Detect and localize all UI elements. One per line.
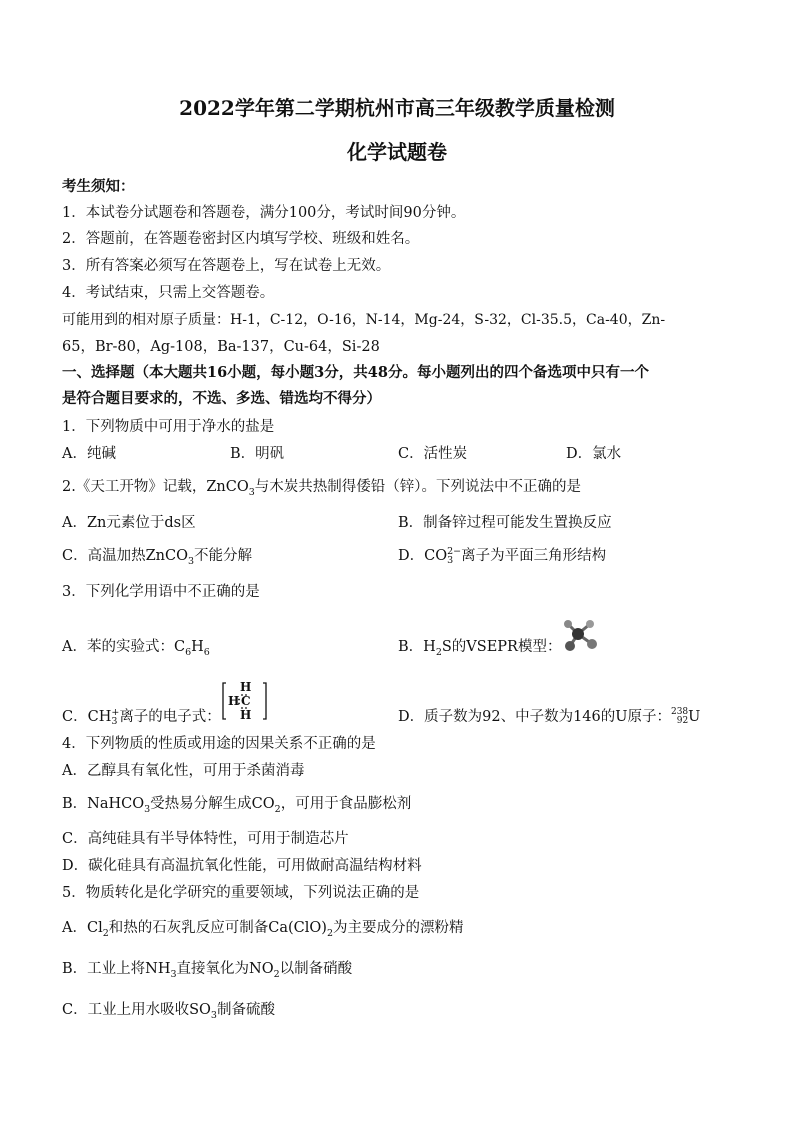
lewis-c: C <box>241 694 251 708</box>
q4-stem: 4．下列物质的性质或用途的因果关系不正确的是 <box>62 736 376 752</box>
atomic-masses-line2: 65，Br-80，Ag-108，Ba-137，Cu-64，Si-28 <box>62 339 380 355</box>
atomic-masses-line1: 可能用到的相对原子质量：H-1，C-12，O-16，N-14，Mg-24，S-32，Cl-35.5，Ca-40，Zn- <box>62 312 666 328</box>
q3-option-a: A．苯的实验式：$C_6H_6$ <box>62 639 210 658</box>
q5-option-c: C．工业上用水吸收$SO_3$制备硫酸 <box>62 1002 275 1021</box>
section1-heading-line1: 一、选择题（本大题共16小题，每小题3分，共48分。每小题列出的四个备选项中只有一个 <box>62 364 649 381</box>
q1-stem: 1．下列物质中可用于净水的盐是 <box>62 419 275 435</box>
section1-heading-line2: 是符合题目要求的，不选、多选、错选均不得分） <box>62 390 381 407</box>
q4-option-c: C．高纯硅具有半导体特性，可用于制造芯片 <box>62 831 349 847</box>
q2-stem: 2.《天工开物》记载，ZnCO$_3$与木炭共热制得倭铅（锌）。下列说法中不正确的是 <box>62 479 582 498</box>
lewis-structure <box>222 680 267 722</box>
q1-option-a: A．纯碱 <box>62 446 116 462</box>
notice-item-4: 4．考试结束，只需上交答题卷。 <box>62 285 275 301</box>
q4-option-a: A．乙醇具有氧化性，可用于杀菌消毒 <box>62 763 305 779</box>
q4-option-b: B．NaHCO$_3$受热易分解生成$CO_2$，可用于食品膨松剂 <box>62 796 412 815</box>
q5-option-a: A．$Cl_2$和热的石灰乳反应可制备$Ca(ClO)_2$为主要成分的漂粉精 <box>62 920 464 939</box>
q2-option-a: A．Zn元素位于ds区 <box>62 515 196 531</box>
lewis-h-top: H <box>240 680 252 694</box>
q2-option-d: D．CO 2− 3 离子为平面三角形结构 <box>398 546 607 566</box>
notice-item-2: 2．答题前，在答题卷密封区内填写学校、班级和姓名。 <box>62 231 420 247</box>
notice-heading: 考生须知： <box>62 178 135 195</box>
q5-stem: 5．物质转化是化学研究的重要领域，下列说法正确的是 <box>62 885 420 901</box>
notice-item-1: 1．本试卷分试题卷和答题卷，满分100分，考试时间90分钟。 <box>62 205 466 221</box>
lewis-h-left: H <box>228 694 240 708</box>
notice-item-3: 3．所有答案必须写在答题卷上，写在试卷上无效。 <box>62 258 391 274</box>
q5-option-b: B．工业上将$NH_3$直接氧化为$NO_2$以制备硝酸 <box>62 961 353 980</box>
vsepr-model-image <box>560 616 600 652</box>
page-subtitle: 化学试题卷 <box>347 140 447 164</box>
q1-option-c: C．活性炭 <box>398 446 468 462</box>
q3-option-d: D．质子数为92、中子数为146的U原子： 238 92 U <box>398 707 701 726</box>
q1-option-b: B．明矾 <box>230 446 285 462</box>
q3-stem: 3．下列化学用语中不正确的是 <box>62 584 260 600</box>
q2-option-c: C．高温加热ZnCO$_3$不能分解 <box>62 548 253 567</box>
q3-option-b: B．$H_2S$的VSEPR模型： <box>398 639 562 658</box>
q4-option-d: D．碳化硅具有高温抗氧化性能，可用做耐高温结构材料 <box>62 858 422 874</box>
q2-option-b: B．制备锌过程可能发生置换反应 <box>398 515 612 531</box>
page-title: 2022学年第二学期杭州市高三年级教学质量检测 <box>179 96 615 120</box>
q3-option-c: C．CH + 3 离子的电子式： <box>62 707 221 727</box>
q1-option-d: D．氯水 <box>566 446 622 462</box>
lewis-h-bottom: H <box>240 708 252 722</box>
